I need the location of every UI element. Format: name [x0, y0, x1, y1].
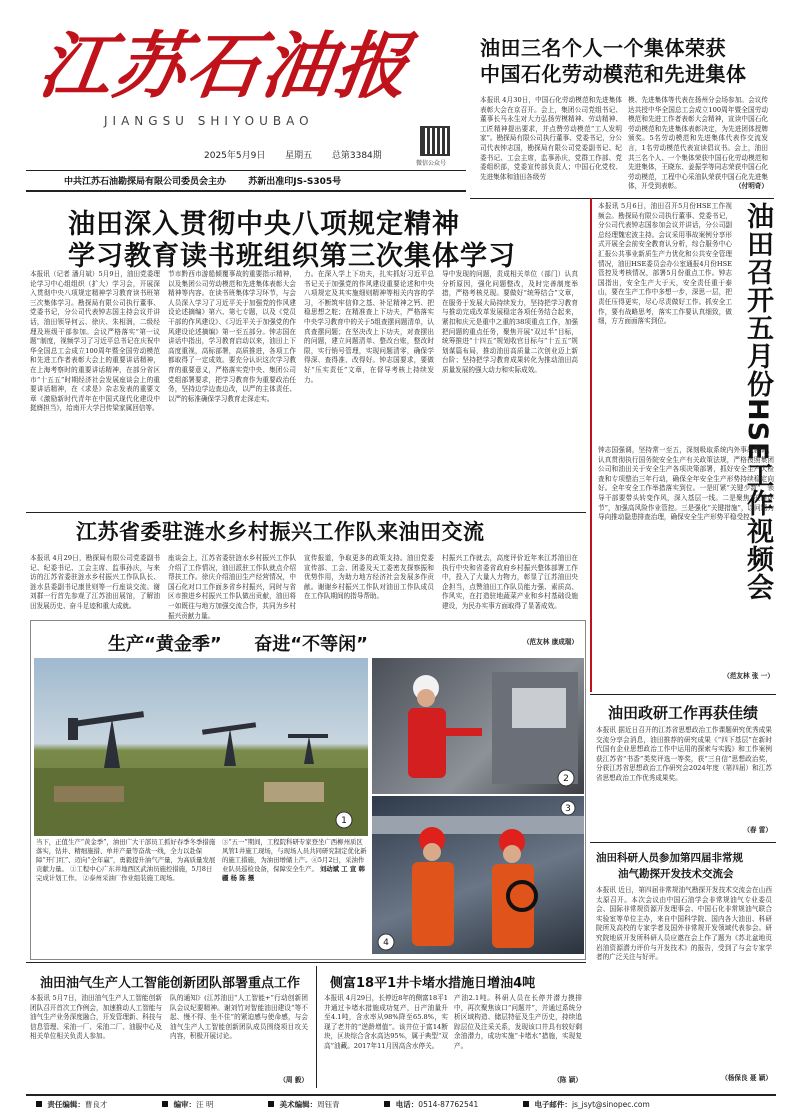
- village-col-4: 村振兴工作就去，高度评价近年来江苏油田在执行中央和省委省政府乡村振兴整体部署工作中，投入了大量人力物力，彰显了江苏油田央企担当，点赞油田工作队员能力强、素质高、作风实，在打造驻地蔬菜产业和乡村基础设施建设，为民办实事方面取得了显著成效。: [442, 554, 578, 610]
- golden-photo-credit: 刘动斌 工 宣 韩 疆 杨 陈 摄: [222, 865, 365, 882]
- worker-illustration: [372, 658, 584, 794]
- hse-body-1: 本报讯 5月6日，油田召开5月份HSE工作视频会。勘探局有限公司执行董事、党委书记，分公司代表钟志国参加会议并讲话，分公司副总经理魏宏波主持。会议采用事故案例分享形式开展全会前安全教育认分析，综合服务中心汇报公共事业新质生产力优化和公共安全管理情况，油田HSE委员会办公室通报4月份HSE管控及考核情况，部署5月份重点工作。钟志国指出，安全生产大于天，安全责任重于泰山，要在生产工作中多想一步，深思一层，把责任压得更实，尽心尽责做好工作。抓安全工作，要有战略思考，落实工作要认真细致，做细，方方面面落实到位。: [598, 202, 732, 326]
- footer-editor-label: 责任编辑：: [47, 1100, 85, 1109]
- party-headline: 油田政研工作再获佳绩: [608, 704, 759, 722]
- masthead: [34, 18, 464, 170]
- study-col-4: 导中发现的问题，责成相关单位（部门）认真分析原因，强化问题整改，及时完善制度举措，严格考核兑现。要做好“统筹结合”文章，在服务于发展大局持续发力，坚持把学习教育与推动完成改革发展稳定各项任务结合起来，紧扣和庆元是重中之重的38项重点工作，加强把问题的重点任务，聚焦开展“双过半”目标，统筹推进“十四五”规划收官目标与“十五五”规划谋篇布局，推动油田高质量二次创业迈上新台阶；坚持把学习教育成果转化为推动油田高质量发展的强大动力和实际成效。: [442, 270, 578, 374]
- photo-number-2: 2: [563, 774, 569, 784]
- top-story-headline-2: 中国石化劳动模范和先进集体: [480, 62, 747, 86]
- masthead-divider: [26, 170, 466, 171]
- footer-typeset-label: 编审：: [173, 1100, 197, 1109]
- village-col-3: 宣传报道，争取更多的政策支持。油田党委宣传部、工会、团委及天工委密友探察振和优势作用，为助力地方经济社会发展多作贡献。谢谢乡村振兴工作队对油田工作队成员在工作队期间的指导帮助。: [304, 554, 434, 601]
- study-headline-1: 油田深入贯彻中央八项规定精神: [68, 209, 460, 240]
- top-story-headline-1: 油田三名个人一个集体荣获: [480, 36, 726, 60]
- top-story: [474, 14, 774, 194]
- masthead-sponsor-line: [64, 174, 341, 187]
- footer-square-icon: [523, 1101, 529, 1107]
- plug-col-1: 本报讯 4月29日，长停近8年的侧富18平1井通过卡堵水措施成功复产，日产油量升至4.1吨，含水率从98%降至65.8%，实现了老井的“逆龄增值”。该井位于富14断块，区块综合含水高达95%，属于典型“双高”油藏。2017年11月因高含水停关。: [324, 994, 448, 1050]
- hse-byline: （范友林 张 一）: [723, 672, 774, 680]
- study-col-2: 节市黔西市游船倾覆事故的重要指示精神，以及集团公司劳动模范和先进集体表彰大会精神等内容。在读书班集体学习环节，与会人员深入学习了习近平关于加强党的作风建设论述摘编》第六、第七专题，以及《党员干部的作风建设》、《习近平关于加强党的作风建设论述摘编》第一至五部分。钟志国在讲话中指出，学习教育启动以来，油田上下高度重视，高标部署，高质推进，各项工作都取得了一定成效。要充分认识这次学习教育的重要意义，严格落实党中央、集团公司党组部署要求，把学习教育作为重要政治任务，坚持边学边查边改，以严的主体责任、以严的标准确保学习教育走深走实。: [168, 270, 296, 403]
- masthead-bottom-rule: [26, 190, 466, 192]
- footer-typeset: 汪 明: [196, 1100, 214, 1109]
- study-bottom-rule: [26, 512, 586, 513]
- golden-caption-2: ②泰州采油厂作业组装施工现场。: [82, 874, 179, 882]
- top-story-col-2: 模、先进集体等代表在扬州分会场参加。会议传达共授中华全国总工会成立100周年暨全国劳动模范和先进工作者表彰大会精神，宣读中国石化劳动模范和先进集体表彰决定，为先进团体授牌颁奖。5名劳动模范和先进集体代表作交流发言，1名劳动模范代表宣读倡议书。会上，油田共三名个人、一个集体荣获中国石化劳动模范和先进集体，王晓东、姜振学等同志荣获中国石化劳动模范，工程中心采油队荣获中国石化先进集体，开受到表彰。: [628, 96, 768, 191]
- party-byline: （春 雷）: [743, 826, 772, 834]
- golden-caption-right: [222, 838, 368, 956]
- qr-label: 微信公众号: [416, 160, 447, 167]
- golden-caption-3: ③“五一”期间，工程院科研专家登坐广西柳州质区风管1井施工现场，与现场人员共同研究制定优化新的施工措施，为油田增储上产。④5月2日，采油作业队员巡检设备，保障安全生产。: [222, 838, 367, 873]
- footer-rule: [26, 1094, 776, 1096]
- footer-bar: [36, 1099, 776, 1111]
- ai-story: [26, 966, 314, 1090]
- village-col-2: 座谈会上，江苏省委驻涟水乡村振兴工作队介绍了工作情况，油田派驻工作队就点介绍帮扶工作。徐庆介绍油田生产经营情况，中国石化对口工作面多省乡村振兴，同时与省区市推进乡村振兴工作队做出贡献，油田将一如既往与地方加强交流合作，共同为乡村振兴贡献力量。: [168, 554, 296, 620]
- study-col-3: 力。在深入学上下功夫，扎实抓好习近平总书记关于加强党的作风建设重要论述和中央八项规定及其实施细则精神等相关内容的学习，不断筑牢信仰之基、补足精神之钙、把稳思想之舵；在精准查上下功夫，严格落实中央学习教育中的关于5组查摆问题清单，认真查摆问题；在坚决改上下功夫，对查摆出的问题，建立问题清单、整改台账，整改时限，实行销号管理，实现问题清零，确保学得深、查得准、改得好。钟志国要求，要做好“压实责任”文章，在督导考核上持续发力。: [304, 270, 434, 384]
- photo-worker-valve: [372, 658, 584, 794]
- footer-square-icon: [162, 1101, 168, 1107]
- party-bottom-rule: [590, 842, 776, 843]
- newspaper-logo: 江苏石油报: [34, 23, 417, 108]
- issue-weekday: 星期五: [285, 151, 313, 161]
- photo-number-3: 3: [565, 804, 571, 814]
- research-body: 本报讯 近日，第四届非常规油气勘探开发技术交流会在山西太原召开。本次会议由中国石油学会非常规油气专业委员会、国际非常规资源开发理事会、中国石化非常规油气联合实验室等单位主办，来自中国科学院、国内各大油田、科研院所及高校的专家学者及国外非常规开发领域代表参会。研究院地质开发所科研人员应邀在会上作了题为《苏北盆地页岩油资源潜力评价与开发技术》的报告，受到了与会专家学者的广泛关注与好评。: [596, 886, 772, 962]
- ai-headline: 油田油气生产人工智能创新团队部署重点工作: [40, 976, 301, 991]
- golden-caption-1: ①工程中心广东井地西区武油员施控措施，5月8日完成计划工作。: [36, 865, 213, 882]
- footer-email: js_jsyt@sinopec.com: [571, 1100, 650, 1109]
- footer-square-icon: [268, 1101, 274, 1107]
- village-byline: （范友林 康成瑞）: [522, 638, 578, 646]
- masthead-dateline: [204, 148, 382, 161]
- issue-date: 2025年5月9日: [204, 151, 266, 161]
- sponsor-text: 中共江苏石油勘探局有限公司委员会主办: [64, 177, 227, 187]
- hse-vertical-headline: 油田召开五月份HSE工作视频会: [742, 202, 773, 602]
- research-headline-2: 油气勘探开发技术交流会: [618, 868, 734, 880]
- workers-illustration: [372, 796, 584, 954]
- footer-email-label: 电子邮件：: [534, 1100, 572, 1109]
- golden-title-a: 生产“黄金季”: [108, 634, 222, 655]
- footer-square-icon: [36, 1101, 42, 1107]
- hse-body-2: 钟志国强调，坚持常一至五，深刻吸取系统内外事故教训，认真贯彻执行国务院安全生产有关政策法规，严格按照集团公司和油田关于安全生产各项决策部署，抓好安全生产大检查和专项整治三年行动，确保全年安全生产形势持续稳定向好。全年安全工作举措落实到位。一是盯紧“关键少数”，领导干部要带头转变作风，深入基层一线。二是聚焦“关键环节”，加强高风险作业管控。三是强化“关键措施”，以问题为导向推动隐患排查治理，确保安全生产形势平稳受控。: [598, 446, 774, 522]
- research-story: [592, 846, 776, 1090]
- golden-caption-intro: 当下，正值生产“黄金季”，油田广大干部员工抓好春季冬季措施落实，钻井、精细施措、单井产量等奋战一线，全力以赴保障“开门红”、迈向“全年赢”，勇毅提升油气产量，为高质量发展贡献力量。: [36, 838, 216, 873]
- footer-editor: 曹良才: [84, 1100, 108, 1109]
- plug-col-2: 产油2.1吨。科研人员在长停井潜力摸排中，再次聚焦该口“问题井”，并通过系统分析区域构造、储层特征及生产历史，持续追踪层位及注采关系，发现该口井具有较好剩余油潜力，成功实施“卡堵水”措施，实现复产。: [454, 994, 582, 1050]
- party-body: 本报讯 据近日召开的江苏省思想政治工作课题研究优秀成果交流分享会消息，油田推荐的研究成果《“四下基层”在新时代国有企业思想政治工作中运用的探索与实践》和工作案例获江苏省“书香”类奖评选一等奖，获“三自信”思想政治奖，分获江苏省思想政治工作研究会2024年度（第四届）和江苏省思想政治工作优秀成果奖。: [596, 726, 772, 782]
- golden-caption-left: [36, 838, 216, 956]
- ai-col-1: 本报讯 5月7日，油田油气生产人工智能创新团队召开首次工作例会，加速推动人工智能与油气生产业务深度融合，开发管理新、科技与信息管理、采油一厂、采油二厂、油服中心及相关单位相关负责人参加。: [30, 994, 162, 1041]
- photo-workers-equipment: [372, 796, 584, 954]
- village-headline: 江苏省委驻涟水乡村振兴工作队来油田交流: [76, 520, 485, 544]
- photo-number-4: 4: [383, 938, 389, 948]
- ai-col-2: 队的通知》(江苏油田“人工智能+”行动创新团队会议纪要精神。谢刘竹对智能油田建设“等不起、慢不得、坐不住”的紧迫感与使命感，与会油气生产人工智能创新团队成员围绕项目攻关内容，积极开展讨论。: [170, 994, 308, 1041]
- plug-story: [320, 966, 586, 1090]
- study-headline-2: 学习教育读书班组织第三次集体学习: [68, 241, 516, 272]
- hse-story: [596, 198, 776, 692]
- issue-number: 总第3384期: [331, 151, 382, 161]
- plug-headline: 侧富18平1井卡堵水措施日增油4吨: [330, 976, 536, 991]
- top-story-byline: （付明奇）: [735, 182, 768, 190]
- footer-phone: 0514-87762541: [418, 1100, 479, 1109]
- study-story: [26, 198, 584, 510]
- golden-season-heading: [108, 630, 368, 656]
- research-headline-1: 油田科研人员参加第四届非常规: [596, 852, 743, 864]
- ai-byline: （周 毅）: [279, 1076, 308, 1084]
- plug-byline: （陈 颖）: [553, 1076, 582, 1084]
- village-col-1: 本报讯 4月29日，勘探局有限公司党委副书记、纪委书记、工会主席、监事孙庆，与来访的江苏省委驻涟水乡村振兴工作队队长、涟水县委副书记康世则等一行座谈交流。谢刘群一行首先参观了江苏油田展馆，了解油田发展历史、奋斗足迹和重大成就。: [30, 554, 160, 610]
- qr-code: [420, 126, 450, 156]
- ai-plug-divider: [316, 966, 317, 1088]
- footer-design-label: 美术编辑：: [279, 1100, 318, 1109]
- footer-square-icon: [384, 1101, 390, 1107]
- top-story-col-1: 本报讯 4月30日，中国石化劳动模范和先进集体表彰大会在京召开。会上，集团公司党组书记、董事长马永生对大力弘扬劳模精神、劳动精神、工匠精神提出要求，并点赞劳动模范“工人发明家”。勘探局有限公司执行董事、党委书记，分公司代表钟志国，勘探局有限公司党委副书记、纪委书记、工会主席，监事孙庆，党群工作部、党委组织部，党委宣传部负责人；中国石化党校、先进集体和油田各级劳: [480, 96, 622, 181]
- hse-red-border: [590, 198, 592, 692]
- footer-phone-label: 电话：: [395, 1100, 419, 1109]
- bottom-left-top-rule: [26, 962, 586, 963]
- study-col-1: 本报讯（记者 潘月斌）5月9日，油田党委理论学习中心组组织（扩大）学习会，开展深入贯彻中央八项规定精神学习教育读书班第三次集体学习。勘探局有限公司执行董事、党委书记，分公司代表钟志国主持会议并讲话，油田领导何云、徐庆、朱相润，二级经理及班级干部参加。会议严格落实“第一议题”制度，视频学习了习近平总书记在庆祝中华全国总工会成立100周年暨全国劳动模范和先进工作者表彰大会上的重要讲话精神，在上海考察时的重要讲话精神，在部分省区市“十五五”时期经济社会发展座谈会上的重要讲话精神，在《求是》杂志发表的重要文章《激励新时代青年在中国式现代化建设中挺膺担当》，给南开大学吕传梁家属回信等。: [30, 270, 160, 413]
- party-story: [592, 698, 776, 838]
- photo-number-3-marker: [560, 800, 576, 816]
- pumpjack-illustration: [34, 658, 368, 836]
- photo-number-1: 1: [341, 816, 347, 826]
- license-text: 苏新出准印JS-S305号: [248, 177, 342, 187]
- golden-title-b: 奋进“不等闲”: [254, 634, 368, 655]
- research-byline: （杨保良 聂 颖）: [721, 1074, 772, 1082]
- hse-bottom-rule: [590, 694, 776, 695]
- footer-design: 周钰青: [317, 1100, 340, 1109]
- masthead-pinyin: JIANGSU SHIYOUBAO: [104, 114, 314, 128]
- photo-pumpjack-field: [34, 658, 368, 836]
